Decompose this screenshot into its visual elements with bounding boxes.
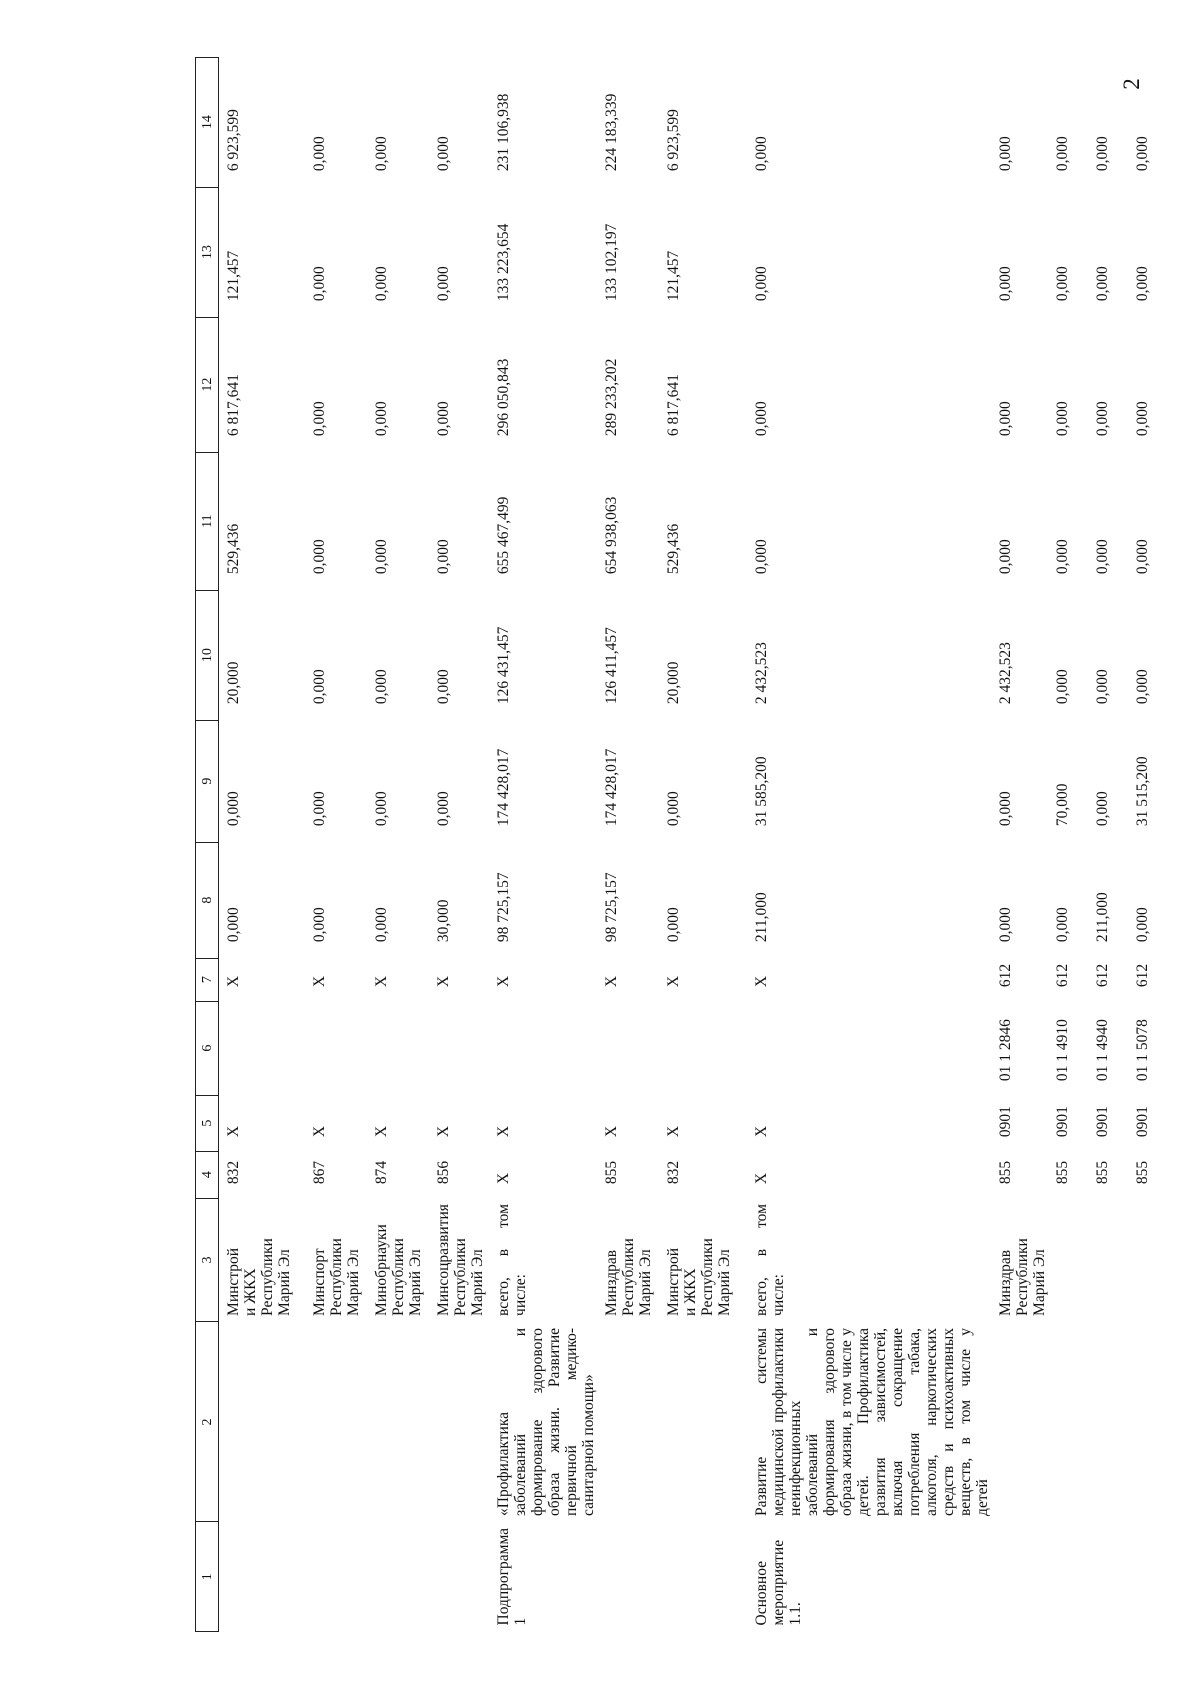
row-value-2015-cell: 0,000: [225, 791, 242, 827]
row-value-2016-cell: 126 411,457: [602, 627, 620, 705]
row-rzpr-cell: 0901: [996, 1106, 1014, 1138]
header-col-3: 3: [196, 1198, 219, 1322]
row-vr-cell: X: [310, 975, 328, 988]
row-section-cell: [991, 1522, 1048, 1632]
table-row: [747, 57, 991, 1631]
header-col-2: 2: [196, 1322, 219, 1522]
row-value-2014-cell: 0,000: [372, 907, 390, 943]
row-csr-cell: [305, 1001, 367, 1095]
page-number: 2: [1119, 78, 1144, 90]
row-value-2019-cell: 121,457: [664, 250, 682, 302]
row-value-2017-cell: 0,000: [1133, 539, 1151, 575]
row-value-2018-cell: 0,000: [752, 401, 770, 437]
row-rzpr-cell: X: [602, 1125, 620, 1138]
row-csr-cell: [219, 1001, 305, 1095]
row-value-2014-cell: 98 725,157: [602, 872, 620, 943]
row-value-2014-cell: 0,000: [664, 907, 682, 943]
header-col-7: 7: [196, 958, 219, 1001]
row-value-2017-cell: 0,000: [434, 539, 452, 575]
row-value-2020-cell: 6 923,599: [225, 109, 242, 172]
row-value-2015-cell: 0,000: [310, 791, 328, 827]
row-value-2020-cell: 0,000: [310, 136, 328, 172]
row-vr-cell: X: [494, 975, 512, 988]
row-value-2017-cell: 0,000: [1053, 539, 1071, 575]
row-value-2014-cell: 0,000: [225, 907, 242, 943]
row-value-2020-cell: 231 106,938: [494, 93, 512, 172]
row-value-2018-cell: 0,000: [996, 401, 1014, 437]
row-csr-cell: 01 1 4910: [1053, 1019, 1071, 1082]
row-section-cell: [1128, 1522, 1168, 1632]
row-rzpr-cell: X: [752, 1125, 770, 1138]
row-csr-cell: 01 1 5078: [1133, 1019, 1151, 1082]
row-value-2016-cell: 0,000: [1133, 669, 1151, 705]
row-value-2017-cell: 654 938,063: [602, 496, 620, 575]
row-rzpr-cell: X: [434, 1125, 452, 1138]
row-executor-cell: Минсоцразвития Республики Марий Эл: [434, 1204, 486, 1316]
row-value-2017-cell: 0,000: [752, 539, 770, 575]
row-rzpr-cell: X: [310, 1125, 328, 1138]
row-csr-cell: [429, 1001, 489, 1095]
row-rzpr-cell: X: [372, 1125, 390, 1138]
table-row: [305, 57, 367, 1631]
row-executor-cell: [1088, 1198, 1128, 1322]
row-description-cell: [659, 1322, 747, 1522]
table-row: [429, 57, 489, 1631]
table-row: [219, 57, 305, 1631]
row-value-2016-cell: 20,000: [225, 661, 242, 705]
row-value-2016-cell: 126 431,457: [494, 626, 512, 705]
row-grbs-cell: 832: [664, 1160, 682, 1185]
row-description-cell: [1088, 1322, 1128, 1522]
row-executor-cell: всего, в том числе:: [494, 1204, 529, 1316]
header-col-5: 5: [196, 1095, 219, 1151]
row-value-2015-cell: 0,000: [996, 791, 1014, 827]
table-row: [597, 57, 659, 1631]
row-value-2020-cell: 0,000: [996, 136, 1014, 172]
row-value-2020-cell: 0,000: [1133, 136, 1151, 172]
row-grbs-cell: 855: [996, 1160, 1014, 1185]
row-value-2020-cell: 0,000: [752, 136, 770, 172]
row-section-cell: [429, 1522, 489, 1632]
row-value-2018-cell: 0,000: [1133, 401, 1151, 437]
row-value-2016-cell: 0,000: [434, 669, 452, 705]
row-value-2016-cell: 2 432,523: [996, 642, 1014, 705]
row-value-2020-cell: 0,000: [372, 136, 390, 172]
table-row: [1128, 57, 1168, 1631]
row-vr-cell: X: [752, 975, 770, 988]
row-value-2016-cell: 20,000: [664, 661, 682, 705]
row-value-2017-cell: 529,436: [664, 523, 682, 575]
table-row: [367, 57, 429, 1631]
header-col-10: 10: [196, 590, 219, 720]
row-vr-cell: X: [602, 975, 620, 988]
row-rzpr-cell: 0901: [1093, 1106, 1111, 1138]
row-value-2016-cell: 0,000: [1093, 669, 1111, 705]
row-value-2014-cell: 211,000: [752, 892, 770, 943]
row-description-cell: [991, 1322, 1048, 1522]
row-section-cell: [219, 1522, 305, 1632]
row-description-cell: [1128, 1322, 1168, 1522]
row-rzpr-cell: X: [225, 1125, 242, 1138]
row-value-2020-cell: 6 923,599: [664, 109, 682, 172]
row-value-2015-cell: 31 515,200: [1133, 756, 1151, 827]
row-value-2018-cell: 289 233,202: [602, 358, 620, 437]
table-row: [991, 57, 1048, 1631]
row-value-2019-cell: 133 102,197: [602, 223, 620, 302]
row-csr-cell: [597, 1001, 659, 1095]
row-vr-cell: X: [225, 975, 242, 988]
row-section-cell: Подпрограмма 1: [494, 1527, 529, 1626]
row-value-2019-cell: 0,000: [1093, 266, 1111, 302]
row-value-2018-cell: 0,000: [434, 401, 452, 437]
row-section-cell: [1048, 1522, 1088, 1632]
row-executor-cell: всего, в том числе:: [752, 1204, 787, 1316]
header-col-13: 13: [196, 187, 219, 317]
row-rzpr-cell: 0901: [1053, 1106, 1071, 1138]
row-vr-cell: 612: [1133, 963, 1151, 988]
row-grbs-cell: 855: [1133, 1160, 1151, 1185]
row-executor-cell: Минспорт Республики Марий Эл: [310, 1238, 362, 1316]
row-executor-cell: [1048, 1198, 1088, 1322]
row-vr-cell: 612: [996, 963, 1014, 988]
row-value-2015-cell: 0,000: [434, 791, 452, 827]
row-value-2019-cell: 0,000: [752, 266, 770, 302]
row-vr-cell: X: [434, 975, 452, 988]
table-row: [489, 57, 597, 1631]
row-value-2017-cell: 655 467,499: [494, 496, 512, 575]
row-value-2016-cell: 0,000: [310, 669, 328, 705]
row-executor-cell: Минстрой и ЖКХ Республики Марий Эл: [225, 1238, 293, 1316]
row-value-2014-cell: 30,000: [434, 899, 452, 943]
row-value-2016-cell: 0,000: [372, 669, 390, 705]
table-row: [659, 57, 747, 1631]
row-value-2015-cell: 174 428,017: [602, 748, 620, 827]
row-value-2019-cell: 0,000: [1053, 266, 1071, 302]
row-csr-cell: [659, 1001, 747, 1095]
row-rzpr-cell: X: [664, 1125, 682, 1138]
header-col-1: 1: [196, 1522, 219, 1632]
row-description-cell: [429, 1322, 489, 1522]
row-description-cell: Развитие системы медицинской профилактики неинфекционных заболеваний и формирования здорового образа жизни, в том числе у детей. Профилактика развития зависимостей, включая сокращение потребления табака, алкоголя, наркотических средств и психоактивных веществ, в том числе у детей: [752, 1327, 991, 1516]
budget-table: [195, 57, 1168, 1632]
row-csr-cell: 01 1 2846: [996, 1019, 1014, 1082]
row-description-cell: «Профилактика заболеваний и формирование здорового образа жизни. Развитие первичной медико-санитарной помощи»: [494, 1327, 597, 1516]
row-value-2019-cell: 0,000: [1133, 266, 1151, 302]
row-csr-cell: [489, 1001, 597, 1095]
header-col-9: 9: [196, 720, 219, 842]
row-value-2020-cell: 0,000: [1053, 136, 1071, 172]
row-csr-cell: [747, 1001, 991, 1095]
header-col-12: 12: [196, 317, 219, 452]
row-executor-cell: Минстрой и ЖКХ Республики Марий Эл: [664, 1238, 733, 1316]
row-csr-cell: [367, 1001, 429, 1095]
row-value-2019-cell: 133 223,654: [494, 223, 512, 302]
row-section-cell: [367, 1522, 429, 1632]
row-value-2014-cell: 211,000: [1093, 892, 1111, 943]
row-value-2018-cell: 6 817,641: [225, 374, 242, 437]
row-value-2018-cell: 296 050,843: [494, 358, 512, 437]
row-value-2018-cell: 0,000: [1053, 401, 1071, 437]
row-value-2015-cell: 31 585,200: [752, 756, 770, 827]
table-row: [1088, 57, 1128, 1631]
row-value-2019-cell: 121,457: [225, 250, 242, 302]
row-value-2017-cell: 0,000: [996, 539, 1014, 575]
header-col-11: 11: [196, 452, 219, 590]
row-value-2019-cell: 0,000: [310, 266, 328, 302]
row-value-2017-cell: 529,436: [225, 523, 242, 575]
row-value-2014-cell: 0,000: [310, 907, 328, 943]
row-description-cell: [367, 1322, 429, 1522]
row-value-2015-cell: 174 428,017: [494, 748, 512, 827]
row-section-cell: Основное мероприятие 1.1.: [752, 1539, 804, 1626]
header-col-14: 14: [196, 57, 219, 187]
row-grbs-cell: 867: [310, 1160, 328, 1185]
row-vr-cell: 612: [1053, 963, 1071, 988]
row-grbs-cell: 832: [225, 1160, 242, 1185]
row-value-2019-cell: 0,000: [996, 266, 1014, 302]
row-grbs-cell: 855: [602, 1160, 620, 1185]
row-section-cell: [659, 1522, 747, 1632]
row-value-2015-cell: 70,000: [1053, 783, 1071, 827]
table-row: [1048, 57, 1088, 1631]
row-value-2014-cell: 0,000: [1053, 907, 1071, 943]
row-section-cell: [597, 1522, 659, 1632]
row-value-2020-cell: 224 183,339: [602, 93, 620, 172]
header-col-4: 4: [196, 1151, 219, 1198]
row-rzpr-cell: 0901: [1133, 1106, 1151, 1138]
row-value-2014-cell: 0,000: [996, 907, 1014, 943]
row-grbs-cell: 855: [1093, 1160, 1111, 1185]
row-grbs-cell: X: [494, 1172, 512, 1185]
row-rzpr-cell: X: [494, 1125, 512, 1138]
row-value-2017-cell: 0,000: [1093, 539, 1111, 575]
row-executor-cell: Минздрав Республики Марий Эл: [996, 1238, 1048, 1316]
row-value-2019-cell: 0,000: [434, 266, 452, 302]
row-value-2015-cell: 0,000: [664, 791, 682, 827]
header-col-6: 6: [196, 1001, 219, 1095]
row-grbs-cell: 855: [1053, 1160, 1071, 1185]
row-description-cell: [219, 1322, 305, 1522]
row-value-2015-cell: 0,000: [1093, 791, 1111, 827]
row-value-2018-cell: 0,000: [310, 401, 328, 437]
row-value-2015-cell: 0,000: [372, 791, 390, 827]
header-row: [196, 57, 219, 1631]
row-executor-cell: [1128, 1198, 1168, 1322]
row-value-2018-cell: 0,000: [372, 401, 390, 437]
rotated-page: [0, 47, 1200, 1697]
row-value-2014-cell: 0,000: [1133, 907, 1151, 943]
row-value-2017-cell: 0,000: [310, 539, 328, 575]
row-executor-cell: Минобрнауки Республики Марий Эл: [372, 1224, 424, 1316]
row-vr-cell: X: [372, 975, 390, 988]
row-vr-cell: X: [664, 975, 682, 988]
row-value-2016-cell: 2 432,523: [752, 642, 770, 705]
row-vr-cell: 612: [1093, 963, 1111, 988]
row-value-2018-cell: 0,000: [1093, 401, 1111, 437]
row-grbs-cell: X: [752, 1172, 770, 1185]
header-col-8: 8: [196, 842, 219, 958]
row-grbs-cell: 856: [434, 1160, 452, 1185]
row-value-2019-cell: 0,000: [372, 266, 390, 302]
row-description-cell: [305, 1322, 367, 1522]
row-value-2017-cell: 0,000: [372, 539, 390, 575]
row-value-2020-cell: 0,000: [434, 136, 452, 172]
row-executor-cell: Минздрав Республики Марий Эл: [602, 1238, 654, 1316]
row-value-2018-cell: 6 817,641: [664, 374, 682, 437]
row-value-2016-cell: 0,000: [1053, 669, 1071, 705]
row-description-cell: [1048, 1322, 1088, 1522]
row-description-cell: [597, 1322, 659, 1522]
row-value-2020-cell: 0,000: [1093, 136, 1111, 172]
row-csr-cell: 01 1 4940: [1093, 1019, 1111, 1082]
row-value-2014-cell: 98 725,157: [494, 872, 512, 943]
row-section-cell: [305, 1522, 367, 1632]
row-grbs-cell: 874: [372, 1160, 390, 1185]
row-section-cell: [1088, 1522, 1128, 1632]
